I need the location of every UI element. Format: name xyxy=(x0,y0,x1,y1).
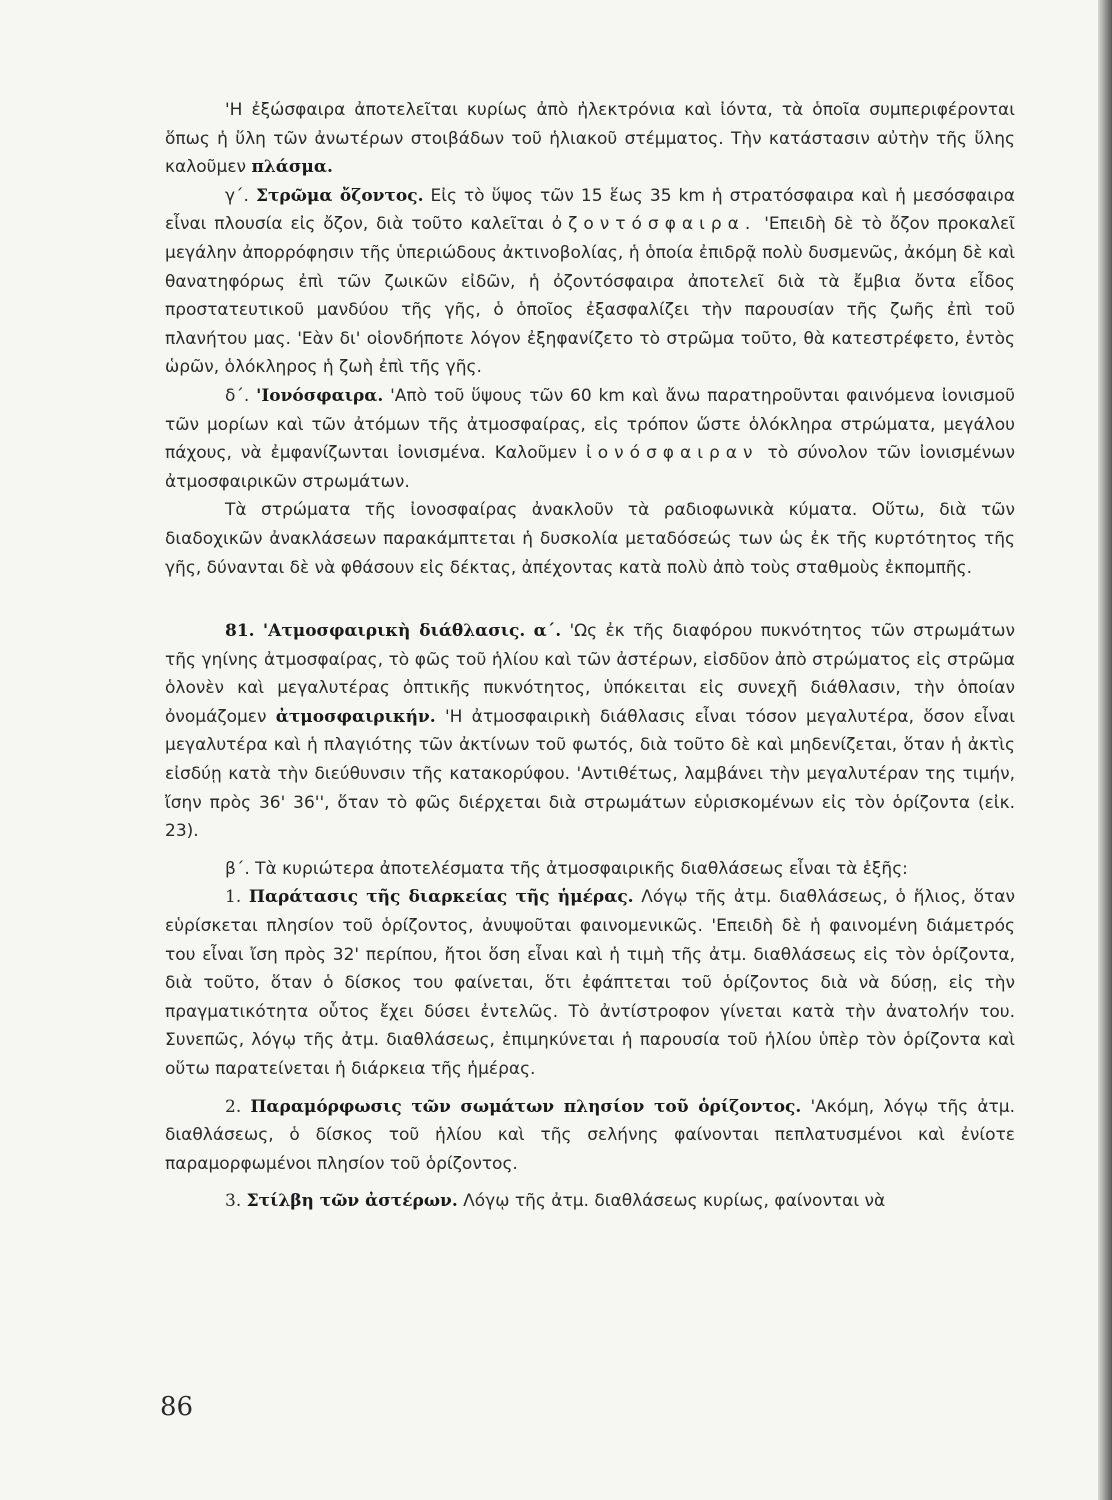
section-heading-ionosphere: 'Ιονόσφαιρα. xyxy=(256,385,384,406)
paragraph-text: Λόγῳ τῆς ἀτμ. διαθλάσεως κυρίως, φαίνονται νὰ xyxy=(463,1191,886,1212)
paragraph-text: τὸ σύνολον τῶν ἰονισμένων ἀτμοσφαιρικῶν στρωμάτων. xyxy=(165,443,1015,492)
paragraph-text: Τὰ στρώματα τῆς ἰονοσφαίρας ἀνακλοῦν τὰ ραδιοφωνικὰ κύματα. Οὕτω, διὰ τῶν διαδοχικῶν ἀνακλάσεων παρακάμπτεται ἡ δυσκολία μεταδόσεώς των ὡς ἐκ τῆς κυρτότητος τῆς γῆς, δύνανται δὲ νὰ φθάσουν εἰς δέκτας, ἀπέχοντας κατὰ πολὺ ἀπὸ τοὺς σταθμοὺς ἐκπομπῆς. xyxy=(165,500,1015,578)
item-label: β΄. xyxy=(225,858,250,879)
list-number: 1. xyxy=(225,887,242,908)
spaced-term-ozonosphere: ὀζοντόσφαιρα. xyxy=(551,214,757,235)
item-label: α΄. xyxy=(533,621,562,642)
list-item-heading: Στίλβη τῶν ἀστέρων. xyxy=(246,1191,458,1212)
paragraph-text: 'Επειδὴ δὲ τὸ ὄζον προκαλεῖ μεγάλην ἀπορρόφησιν τῆς ὑπεριώδους ἀκτινοβολίας, ἡ ὁποία ἐπιδρᾷ πολὺ δυσμενῶς, ἀκόμη δὲ καὶ θανατηφόρως ἐπὶ τῶν ζωικῶν εἰδῶν, ἡ ὀζοντόσφαιρα ἀποτελεῖ διὰ τὰ ἔμβια ὄντα εἶδος προστατευτικοῦ μανδύου τῆς γῆς, ὁ ὁποῖος ἐξασφαλίζει τὴν παρουσίαν τῆς ζωῆς ἐπὶ τοῦ πλανήτου μας. 'Εὰν δι' οἱονδήποτε λόγον ἐξηφανίζετο τὸ στρῶμα τοῦτο, θὰ κατεστρέφετο, ἐντὸς ὡρῶν, ὁλόκληρος ἡ ζωὴ ἐπὶ τῆς γῆς. xyxy=(165,214,1015,378)
list-number: 3. xyxy=(225,1191,242,1212)
page-number: 86 xyxy=(160,1392,194,1422)
list-item-heading: Παράτασις τῆς διαρκείας τῆς ἡμέρας. xyxy=(248,887,634,908)
paragraph-text: 'Η ἀτμοσφαιρικὴ διάθλασις εἶναι τόσον μεγαλυτέρα, ὅσον εἶναι μεγαλυτέρα καὶ ἡ πλαγιότης τῶν ἀκτίνων τοῦ φωτός, διὰ τοῦτο δὲ καὶ μηδενίζεται, ὅταν ἡ ἀκτὶς εἰσδύῃ κατὰ τὴν διεύθυνσιν τῆς κατακορύφου. 'Αντιθέτως, λαμβάνει τὴν μεγαλυτέραν της τιμήν, ἴσην πρὸς 36' 36'', ὅταν τὸ φῶς διέρχεται διὰ στρωμάτων εὑρισκομένων εἰς τὸν ὁρίζοντα (εἰκ. 23). xyxy=(165,706,1016,842)
list-number: 2. xyxy=(225,1096,242,1117)
item-label: δ΄. xyxy=(225,385,250,406)
spaced-term-ionosphere: ἰονόσφαιραν xyxy=(585,443,759,464)
section-81-refraction xyxy=(165,617,1015,846)
paragraph-text: 'Απὸ τοῦ ὕψους τῶν 60 km καὶ ἄνω παρατηροῦνται φαινόμενα ἰονισμοῦ τῶν μορίων καὶ τῶν ἀτόμων τῆς ἀτμοσφαίρας, εἰς τρόπον ὥστε ὁλόκληρα στρώματα, μεγάλου πάχους, νὰ ἐμφανίζωνται ἰονισμένα. Καλοῦμεν xyxy=(165,385,1015,464)
paragraph-text: Εἰς τὸ ὕψος τῶν 15 ἕως 35 km ἡ στρατόσφαιρα καὶ ἡ μεσόσφαιρα εἶναι πλουσία εἰς ὄζον, διὰ τοῦτο καλεῖται xyxy=(165,185,1016,235)
paragraph-radio-waves xyxy=(165,496,1015,582)
section-heading-ozone: Στρῶμα ὄζοντος. xyxy=(255,185,424,206)
paragraph-main-effects xyxy=(165,855,1015,884)
page-body xyxy=(165,96,1015,1216)
list-item-heading: Παραμόρφωσις τῶν σωμάτων πλησίον τοῦ ὁρίζοντος. xyxy=(250,1096,802,1117)
bold-term-atmospheric: ἀτμοσφαιρικήν. xyxy=(275,706,436,727)
list-item-twinkling xyxy=(165,1187,1015,1216)
page-edge-shadow xyxy=(1098,0,1112,1500)
section-number: 81. xyxy=(225,621,255,642)
section-title: 'Ατμοσφαιρικὴ διάθλασις. xyxy=(262,621,526,642)
paragraph-exosphere xyxy=(165,96,1015,182)
paragraph-text: Λόγῳ τῆς ἀτμ. διαθλάσεως, ὁ ἥλιος, ὅταν εὑρίσκεται πλησίον τοῦ ὁρίζοντος, ἀνυψοῦται φαινομενικῶς. 'Επειδὴ δὲ ἡ φαινομένη διάμετρός του εἶναι ἴση πρὸς 32' περίπου, ἤτοι ὅση εἶναι καὶ ἡ τιμὴ τῆς ἀτμ. διαθλάσεως εἰς τὸν ὁρίζοντα, διὰ τοῦτο, ὅταν ὁ δίσκος του φαίνεται, ὅτι ἐφάπτεται τοῦ ὁρίζοντος διὰ νὰ δύσῃ, εἰς τὴν πραγματικότητα οὗτος ἔχει δύσει ἐντελῶς. Τὸ ἀντίστροφον γίνεται κατὰ τὴν ἀνατολήν του. Συνεπῶς, λόγῳ τῆς ἀτμ. διαθλάσεως, ἐπιμηκύνεται ἡ παρουσία τοῦ ἡλίου ὑπὲρ τὸν ὁρίζοντα καὶ οὕτω παρατείνεται ἡ διάρκεια τῆς ἡμέρας. xyxy=(165,887,1015,1079)
paragraph-text: 'Ακόμη, λόγῳ τῆς ἀτμ. διαθλάσεως, ὁ δίσκος τοῦ ἡλίου καὶ τῆς σελήνης φαίνονται πεπλατυσμένοι καὶ ἐνίοτε παραμορφωμένοι πλησίον τοῦ ὁρίζοντος. xyxy=(165,1096,1016,1174)
paragraph-ozone-layer xyxy=(165,182,1015,382)
paragraph-text: 'Ως ἐκ τῆς διαφόρου πυκνότητος τῶν στρωμάτων τῆς γηίνης ἀτμοσφαίρας, τὸ φῶς τοῦ ἡλίου καὶ τῶν ἀστέρων, εἰσδῦον ἀπὸ στρώματος εἰς στρῶμα ὁλονὲν καὶ μεγαλυτέρας ὀπτικῆς πυκνότητος, ὑπόκειται εἰς συνεχῆ διάθλασιν, τὴν ὁποίαν ὀνομάζομεν xyxy=(165,621,1015,727)
paragraph-text: Τὰ κυριώτερα ἀποτελέσματα τῆς ἀτμοσφαιρικῆς διαθλάσεως εἶναι τὰ ἑξῆς: xyxy=(255,858,908,879)
bold-term-plasma: πλάσμα. xyxy=(251,157,333,178)
list-item-distortion xyxy=(165,1093,1015,1179)
paragraph-ionosphere xyxy=(165,382,1015,496)
item-label: γ΄. xyxy=(225,185,249,206)
list-item-day-extension xyxy=(165,883,1015,1083)
paragraph-text: 'Η ἐξώσφαιρα ἀποτελεῖται κυρίως ἀπὸ ἠλεκτρόνια καὶ ἰόντα, τὰ ὁποῖα συμπεριφέρονται ὅπως ἡ ὕλη τῶν ἀνωτέρων στοιβάδων τοῦ ἡλιακοῦ στέμματος. Τὴν κατάστασιν αὐτὴν τῆς ὕλης καλοῦμεν xyxy=(165,100,1015,178)
